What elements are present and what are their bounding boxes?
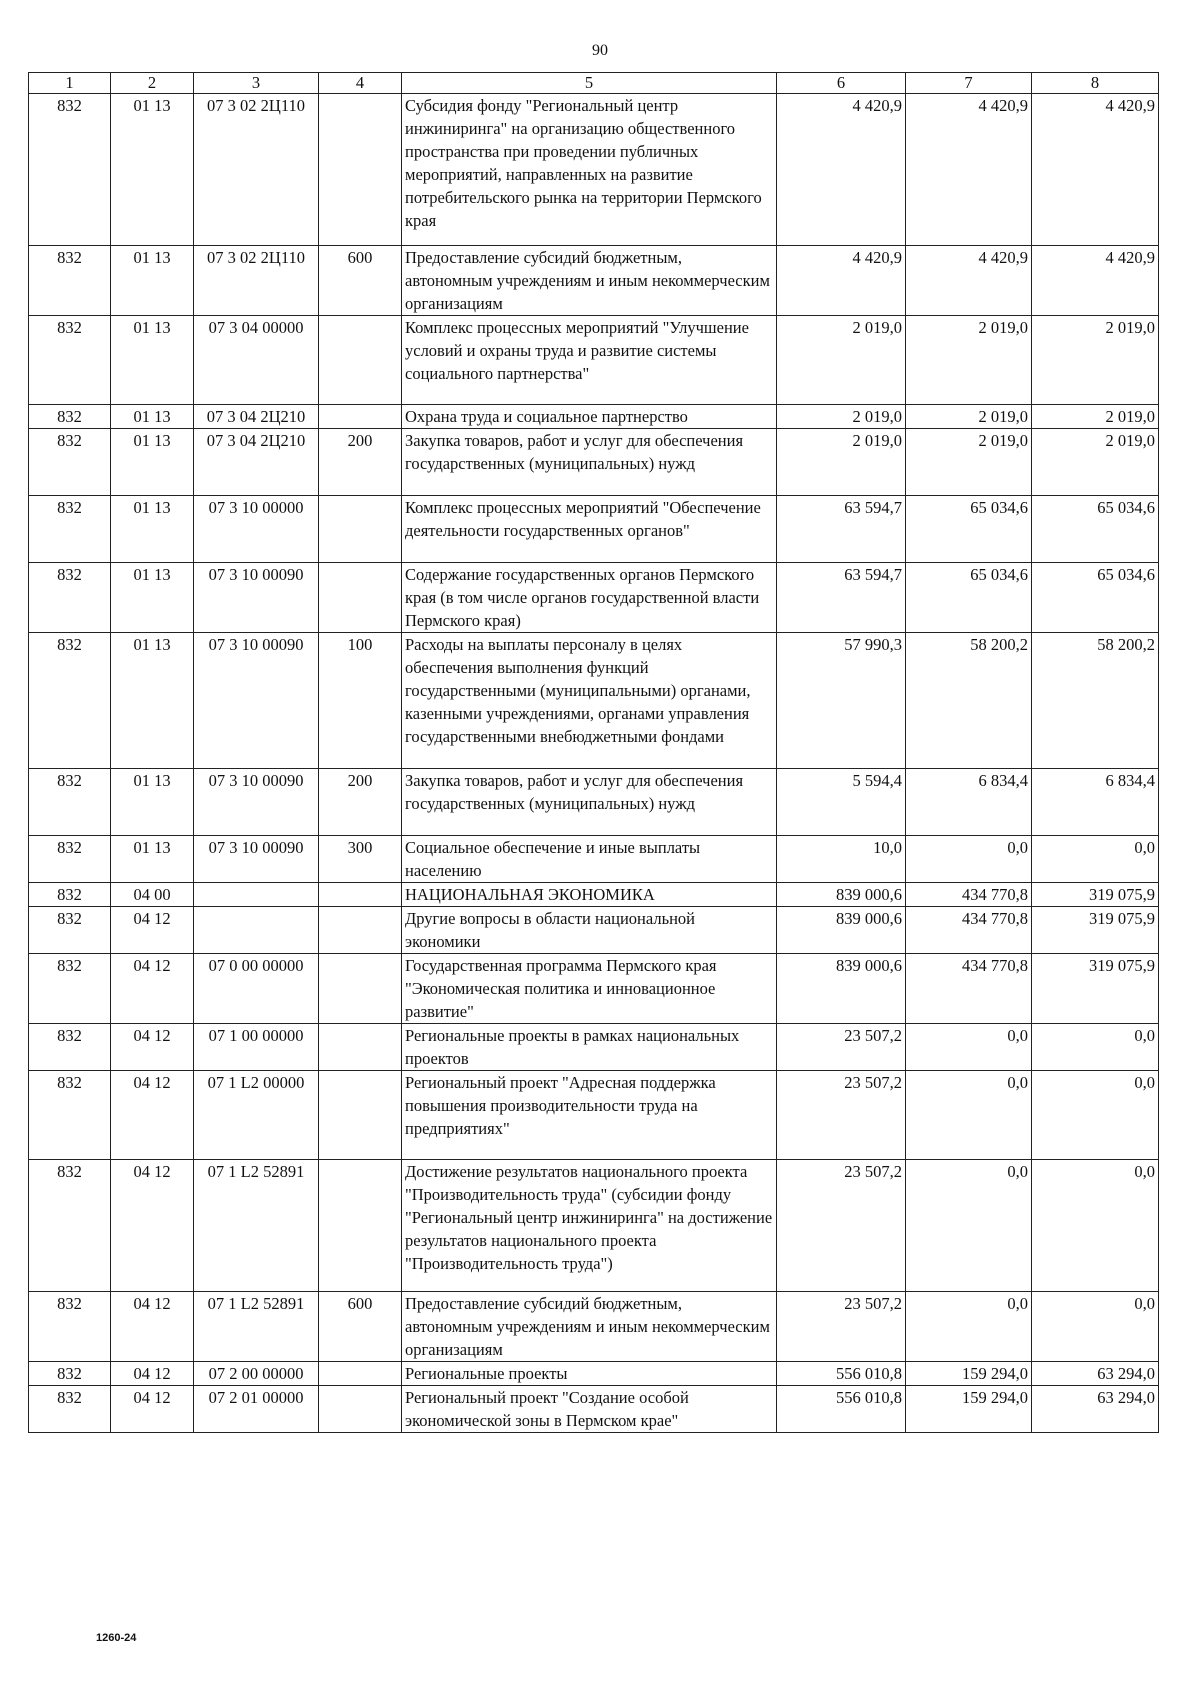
cell-expense-type xyxy=(319,883,402,907)
cell-target-article: 07 1 L2 00000 xyxy=(194,1071,319,1160)
cell-description: Расходы на выплаты персоналу в целях обеспечения выполнения функций государственными (муниципальными) органами, казенными учреждениями, органами управления государственными внебюджетными фондами xyxy=(402,633,777,769)
cell-expense-type xyxy=(319,1386,402,1433)
cell-section-code: 04 12 xyxy=(111,1362,194,1386)
table-row xyxy=(29,836,1159,883)
table-row xyxy=(29,1160,1159,1292)
cell-amount-year3: 63 294,0 xyxy=(1032,1386,1159,1433)
cell-administrator-code: 832 xyxy=(29,954,111,1024)
cell-amount-year1: 2 019,0 xyxy=(777,429,906,496)
table-row xyxy=(29,1386,1159,1433)
cell-expense-type xyxy=(319,1160,402,1292)
cell-section-code: 04 12 xyxy=(111,1024,194,1071)
cell-administrator-code: 832 xyxy=(29,907,111,954)
cell-amount-year1: 2 019,0 xyxy=(777,405,906,429)
cell-administrator-code: 832 xyxy=(29,883,111,907)
cell-description: Закупка товаров, работ и услуг для обеспечения государственных (муниципальных) нужд xyxy=(402,769,777,836)
cell-administrator-code: 832 xyxy=(29,246,111,316)
cell-amount-year3: 58 200,2 xyxy=(1032,633,1159,769)
table-header-row xyxy=(29,73,1159,94)
document-code: 1260-24 xyxy=(96,1632,137,1644)
column-header: 8 xyxy=(1032,73,1159,94)
cell-section-code: 01 13 xyxy=(111,563,194,633)
page-number: 90 xyxy=(592,42,608,59)
cell-expense-type xyxy=(319,496,402,563)
cell-target-article xyxy=(194,883,319,907)
cell-amount-year1: 5 594,4 xyxy=(777,769,906,836)
cell-section-code: 01 13 xyxy=(111,246,194,316)
cell-section-code: 01 13 xyxy=(111,496,194,563)
cell-amount-year2: 65 034,6 xyxy=(906,563,1032,633)
cell-administrator-code: 832 xyxy=(29,1292,111,1362)
cell-expense-type xyxy=(319,563,402,633)
table-row xyxy=(29,405,1159,429)
cell-target-article: 07 1 L2 52891 xyxy=(194,1292,319,1362)
cell-amount-year1: 556 010,8 xyxy=(777,1386,906,1433)
cell-amount-year2: 6 834,4 xyxy=(906,769,1032,836)
cell-amount-year1: 4 420,9 xyxy=(777,246,906,316)
cell-amount-year2: 0,0 xyxy=(906,1292,1032,1362)
cell-amount-year1: 23 507,2 xyxy=(777,1292,906,1362)
column-header: 3 xyxy=(194,73,319,94)
cell-section-code: 04 12 xyxy=(111,954,194,1024)
cell-amount-year1: 4 420,9 xyxy=(777,94,906,246)
cell-amount-year1: 839 000,6 xyxy=(777,883,906,907)
cell-description: Комплекс процессных мероприятий "Обеспечение деятельности государственных органов" xyxy=(402,496,777,563)
cell-amount-year3: 6 834,4 xyxy=(1032,769,1159,836)
cell-administrator-code: 832 xyxy=(29,94,111,246)
cell-administrator-code: 832 xyxy=(29,1071,111,1160)
cell-description: Комплекс процессных мероприятий "Улучшение условий и охраны труда и развитие системы социального партнерства" xyxy=(402,316,777,405)
cell-administrator-code: 832 xyxy=(29,1386,111,1433)
table-row xyxy=(29,883,1159,907)
cell-target-article: 07 3 10 00090 xyxy=(194,836,319,883)
cell-description: Региональный проект "Адресная поддержка повышения производительности труда на предприятиях" xyxy=(402,1071,777,1160)
table-row xyxy=(29,954,1159,1024)
cell-amount-year3: 319 075,9 xyxy=(1032,883,1159,907)
cell-amount-year1: 2 019,0 xyxy=(777,316,906,405)
table-row xyxy=(29,1292,1159,1362)
cell-administrator-code: 832 xyxy=(29,429,111,496)
cell-amount-year3: 319 075,9 xyxy=(1032,907,1159,954)
cell-amount-year1: 63 594,7 xyxy=(777,496,906,563)
cell-expense-type: 600 xyxy=(319,1292,402,1362)
cell-amount-year3: 4 420,9 xyxy=(1032,246,1159,316)
cell-description: Социальное обеспечение и иные выплаты населению xyxy=(402,836,777,883)
table-row xyxy=(29,496,1159,563)
cell-description: Закупка товаров, работ и услуг для обеспечения государственных (муниципальных) нужд xyxy=(402,429,777,496)
cell-expense-type xyxy=(319,954,402,1024)
cell-description: Охрана труда и социальное партнерство xyxy=(402,405,777,429)
column-header: 1 xyxy=(29,73,111,94)
cell-expense-type: 600 xyxy=(319,246,402,316)
cell-section-code: 04 12 xyxy=(111,1160,194,1292)
column-header: 4 xyxy=(319,73,402,94)
cell-expense-type: 200 xyxy=(319,769,402,836)
cell-administrator-code: 832 xyxy=(29,1362,111,1386)
cell-section-code: 04 12 xyxy=(111,1386,194,1433)
cell-amount-year3: 4 420,9 xyxy=(1032,94,1159,246)
cell-amount-year3: 63 294,0 xyxy=(1032,1362,1159,1386)
cell-description: Региональные проекты xyxy=(402,1362,777,1386)
cell-administrator-code: 832 xyxy=(29,405,111,429)
cell-administrator-code: 832 xyxy=(29,563,111,633)
cell-description: Предоставление субсидий бюджетным, автономным учреждениям и иным некоммерческим организациям xyxy=(402,246,777,316)
cell-amount-year2: 0,0 xyxy=(906,1160,1032,1292)
table-row xyxy=(29,907,1159,954)
cell-amount-year1: 556 010,8 xyxy=(777,1362,906,1386)
cell-amount-year3: 2 019,0 xyxy=(1032,429,1159,496)
cell-section-code: 01 13 xyxy=(111,633,194,769)
cell-target-article: 07 3 02 2Ц110 xyxy=(194,94,319,246)
cell-target-article: 07 2 01 00000 xyxy=(194,1386,319,1433)
column-header: 7 xyxy=(906,73,1032,94)
cell-amount-year1: 10,0 xyxy=(777,836,906,883)
cell-amount-year3: 65 034,6 xyxy=(1032,496,1159,563)
cell-amount-year2: 2 019,0 xyxy=(906,405,1032,429)
cell-expense-type xyxy=(319,405,402,429)
cell-expense-type: 300 xyxy=(319,836,402,883)
cell-administrator-code: 832 xyxy=(29,633,111,769)
cell-target-article: 07 3 10 00090 xyxy=(194,563,319,633)
table-row xyxy=(29,1071,1159,1160)
column-header: 5 xyxy=(402,73,777,94)
cell-expense-type xyxy=(319,94,402,246)
cell-amount-year3: 0,0 xyxy=(1032,836,1159,883)
cell-amount-year3: 2 019,0 xyxy=(1032,316,1159,405)
cell-expense-type xyxy=(319,907,402,954)
cell-section-code: 01 13 xyxy=(111,94,194,246)
cell-amount-year3: 319 075,9 xyxy=(1032,954,1159,1024)
table-row xyxy=(29,769,1159,836)
cell-target-article: 07 2 00 00000 xyxy=(194,1362,319,1386)
cell-expense-type xyxy=(319,1071,402,1160)
cell-expense-type xyxy=(319,1024,402,1071)
table-row xyxy=(29,429,1159,496)
cell-amount-year3: 2 019,0 xyxy=(1032,405,1159,429)
cell-section-code: 04 12 xyxy=(111,1292,194,1362)
table-row xyxy=(29,1362,1159,1386)
cell-amount-year2: 159 294,0 xyxy=(906,1386,1032,1433)
cell-administrator-code: 832 xyxy=(29,836,111,883)
cell-description: Достижение результатов национального проекта "Производительность труда" (субсидии фонду "Региональный центр инжиниринга" на достижение результатов национального проекта "Производительность труда") xyxy=(402,1160,777,1292)
cell-description: Государственная программа Пермского края "Экономическая политика и инновационное развитие" xyxy=(402,954,777,1024)
cell-section-code: 01 13 xyxy=(111,769,194,836)
cell-expense-type: 200 xyxy=(319,429,402,496)
cell-target-article: 07 1 00 00000 xyxy=(194,1024,319,1071)
table-row xyxy=(29,316,1159,405)
cell-amount-year1: 23 507,2 xyxy=(777,1071,906,1160)
cell-amount-year3: 0,0 xyxy=(1032,1292,1159,1362)
cell-amount-year3: 0,0 xyxy=(1032,1024,1159,1071)
cell-section-code: 01 13 xyxy=(111,836,194,883)
cell-expense-type: 100 xyxy=(319,633,402,769)
cell-description: Региональный проект "Создание особой экономической зоны в Пермском крае" xyxy=(402,1386,777,1433)
cell-amount-year2: 4 420,9 xyxy=(906,94,1032,246)
cell-target-article xyxy=(194,907,319,954)
cell-section-code: 01 13 xyxy=(111,316,194,405)
cell-amount-year3: 65 034,6 xyxy=(1032,563,1159,633)
cell-amount-year2: 0,0 xyxy=(906,1071,1032,1160)
cell-description: Предоставление субсидий бюджетным, автономным учреждениям и иным некоммерческим организациям xyxy=(402,1292,777,1362)
cell-section-code: 04 12 xyxy=(111,1071,194,1160)
cell-amount-year2: 58 200,2 xyxy=(906,633,1032,769)
cell-description: Субсидия фонду "Региональный центр инжиниринга" на организацию общественного пространства при проведении публичных мероприятий, направленных на развитие потребительского рынка на территории Пермского края xyxy=(402,94,777,246)
cell-target-article: 07 1 L2 52891 xyxy=(194,1160,319,1292)
table-row xyxy=(29,563,1159,633)
budget-table xyxy=(28,72,1159,1433)
cell-target-article: 07 3 04 2Ц210 xyxy=(194,405,319,429)
cell-amount-year1: 57 990,3 xyxy=(777,633,906,769)
cell-section-code: 04 12 xyxy=(111,907,194,954)
cell-administrator-code: 832 xyxy=(29,1024,111,1071)
cell-section-code: 01 13 xyxy=(111,429,194,496)
cell-amount-year1: 23 507,2 xyxy=(777,1160,906,1292)
cell-amount-year2: 434 770,8 xyxy=(906,907,1032,954)
cell-amount-year1: 23 507,2 xyxy=(777,1024,906,1071)
table-body xyxy=(29,94,1159,1433)
cell-target-article: 07 3 10 00090 xyxy=(194,769,319,836)
cell-amount-year2: 2 019,0 xyxy=(906,316,1032,405)
cell-amount-year1: 839 000,6 xyxy=(777,954,906,1024)
table-row xyxy=(29,246,1159,316)
cell-amount-year2: 65 034,6 xyxy=(906,496,1032,563)
cell-target-article: 07 3 02 2Ц110 xyxy=(194,246,319,316)
cell-description: Региональные проекты в рамках национальных проектов xyxy=(402,1024,777,1071)
cell-target-article: 07 0 00 00000 xyxy=(194,954,319,1024)
cell-amount-year2: 434 770,8 xyxy=(906,883,1032,907)
cell-description: Содержание государственных органов Пермского края (в том числе органов государственной власти Пермского края) xyxy=(402,563,777,633)
cell-target-article: 07 3 04 00000 xyxy=(194,316,319,405)
column-header: 2 xyxy=(111,73,194,94)
cell-amount-year2: 2 019,0 xyxy=(906,429,1032,496)
cell-amount-year3: 0,0 xyxy=(1032,1071,1159,1160)
cell-target-article: 07 3 10 00000 xyxy=(194,496,319,563)
cell-administrator-code: 832 xyxy=(29,1160,111,1292)
cell-amount-year2: 434 770,8 xyxy=(906,954,1032,1024)
cell-expense-type xyxy=(319,316,402,405)
cell-description: НАЦИОНАЛЬНАЯ ЭКОНОМИКА xyxy=(402,883,777,907)
cell-amount-year2: 0,0 xyxy=(906,836,1032,883)
cell-amount-year2: 0,0 xyxy=(906,1024,1032,1071)
cell-administrator-code: 832 xyxy=(29,769,111,836)
cell-amount-year1: 63 594,7 xyxy=(777,563,906,633)
table-row xyxy=(29,94,1159,246)
cell-section-code: 04 00 xyxy=(111,883,194,907)
cell-description: Другие вопросы в области национальной экономики xyxy=(402,907,777,954)
cell-amount-year3: 0,0 xyxy=(1032,1160,1159,1292)
table-row xyxy=(29,633,1159,769)
cell-amount-year2: 159 294,0 xyxy=(906,1362,1032,1386)
cell-target-article: 07 3 04 2Ц210 xyxy=(194,429,319,496)
cell-expense-type xyxy=(319,1362,402,1386)
cell-amount-year1: 839 000,6 xyxy=(777,907,906,954)
cell-amount-year2: 4 420,9 xyxy=(906,246,1032,316)
cell-administrator-code: 832 xyxy=(29,316,111,405)
column-header: 6 xyxy=(777,73,906,94)
cell-target-article: 07 3 10 00090 xyxy=(194,633,319,769)
cell-section-code: 01 13 xyxy=(111,405,194,429)
cell-administrator-code: 832 xyxy=(29,496,111,563)
table-row xyxy=(29,1024,1159,1071)
